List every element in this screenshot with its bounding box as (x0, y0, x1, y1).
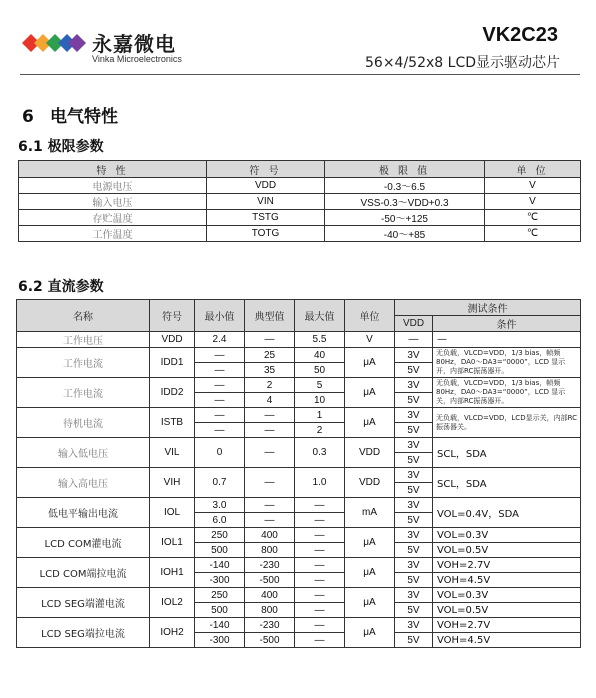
param-max: 50 (295, 363, 345, 378)
param-cond: VOH=4.5V (433, 573, 581, 588)
param-unit: μA (345, 588, 395, 618)
param-vdd: 3V (395, 618, 433, 633)
param-name: 工作电压 (17, 332, 150, 348)
param-min: 250 (195, 588, 245, 603)
col-header-symbol: 符号 (150, 300, 195, 332)
param-symbol: IDD1 (150, 348, 195, 378)
param-max: 5.5 (295, 332, 345, 348)
param-min: -300 (195, 633, 245, 648)
param-max: — (295, 528, 345, 543)
param-cond: — (433, 332, 581, 348)
param-name: 存贮温度 (19, 210, 207, 226)
param-symbol: TOTG (207, 226, 325, 242)
dc-header-row (17, 300, 581, 316)
param-symbol: VIN (207, 194, 325, 210)
col-header-unit: 单位 (345, 300, 395, 332)
param-vdd: 3V (395, 378, 433, 393)
param-symbol: IOH1 (150, 558, 195, 588)
param-max: — (295, 618, 345, 633)
table-row (19, 226, 581, 242)
col-header-unit: 单 位 (485, 161, 581, 178)
param-vdd: 3V (395, 348, 433, 363)
param-typ: 4 (245, 393, 295, 408)
param-max: — (295, 558, 345, 573)
doc-subtitle: 56×4/52x8 LCD显示驱动芯片 (365, 55, 560, 71)
col-header-min: 最小值 (195, 300, 245, 332)
param-symbol: VDD (207, 178, 325, 194)
dc-table (16, 299, 581, 648)
param-vdd: 3V (395, 438, 433, 453)
param-min: 250 (195, 528, 245, 543)
param-name: 工作温度 (19, 226, 207, 242)
param-max: — (295, 588, 345, 603)
param-vdd: — (395, 332, 433, 348)
param-typ: — (245, 438, 295, 468)
param-symbol: VIH (150, 468, 195, 498)
param-cond: VOH=2.7V (433, 558, 581, 573)
col-header-typ: 典型值 (245, 300, 295, 332)
param-min: — (195, 363, 245, 378)
param-name: 待机电流 (17, 408, 150, 438)
col-header-symbol: 符 号 (207, 161, 325, 178)
table-row (17, 332, 581, 348)
param-min: — (195, 378, 245, 393)
param-symbol: VDD (150, 332, 195, 348)
param-typ: — (245, 498, 295, 513)
param-value: -40～+85 (325, 226, 485, 242)
param-unit: ℃ (485, 226, 581, 242)
table-row (19, 178, 581, 194)
param-cond: VOH=4.5V (433, 633, 581, 648)
param-vdd: 3V (395, 468, 433, 483)
param-typ: 35 (245, 363, 295, 378)
param-symbol: TSTG (207, 210, 325, 226)
param-typ: — (245, 468, 295, 498)
param-vdd: 5V (395, 633, 433, 648)
param-max: 5 (295, 378, 345, 393)
col-header-cond: 条件 (433, 316, 581, 332)
param-max: 1.0 (295, 468, 345, 498)
abs-max-title: 6.1 极限参数 (18, 139, 104, 155)
param-max: — (295, 573, 345, 588)
param-min: 500 (195, 543, 245, 558)
param-name: LCD SEG端灌电流 (17, 588, 150, 618)
param-cond: VOL=0.5V (433, 603, 581, 618)
vinka-logo-icon (22, 30, 86, 56)
param-min: 3.0 (195, 498, 245, 513)
param-typ: 400 (245, 528, 295, 543)
param-min: -140 (195, 618, 245, 633)
param-min: -300 (195, 573, 245, 588)
section-title: 电气特性 (50, 107, 118, 127)
param-name: 工作电流 (17, 348, 150, 378)
param-max: — (295, 498, 345, 513)
table-row (17, 438, 581, 453)
param-min: — (195, 393, 245, 408)
param-typ: -500 (245, 633, 295, 648)
table-row (17, 618, 581, 633)
param-symbol: VIL (150, 438, 195, 468)
param-symbol: IDD2 (150, 378, 195, 408)
param-cond: VOL=0.3V (433, 588, 581, 603)
param-vdd: 3V (395, 408, 433, 423)
param-symbol: IOH2 (150, 618, 195, 648)
param-min: — (195, 348, 245, 363)
param-name: 输入高电压 (17, 468, 150, 498)
dc-title: 6.2 直流参数 (18, 279, 104, 295)
param-unit: μA (345, 378, 395, 408)
param-typ: -500 (245, 573, 295, 588)
param-typ: 25 (245, 348, 295, 363)
table-row (17, 558, 581, 573)
param-typ: — (245, 408, 295, 423)
param-vdd: 3V (395, 558, 433, 573)
param-vdd: 3V (395, 498, 433, 513)
param-cond: SCL，SDA (433, 438, 581, 468)
param-min: 0.7 (195, 468, 245, 498)
param-typ: — (245, 423, 295, 438)
param-max: 10 (295, 393, 345, 408)
table-row (17, 378, 581, 393)
param-max: 1 (295, 408, 345, 423)
header-divider (20, 74, 580, 75)
param-max: — (295, 513, 345, 528)
model-number: VK2C23 (482, 24, 558, 46)
param-name: 工作电流 (17, 378, 150, 408)
param-vdd: 5V (395, 483, 433, 498)
param-min: — (195, 408, 245, 423)
param-name: 低电平输出电流 (17, 498, 150, 528)
param-cond: 无负载，VLCD=VDD，1/3 bias，帧频80Hz，DA0～DA3=“0000”，LCD 显示开，内部RC振荡器开。 (433, 348, 581, 378)
col-header-test: 测试条件 (395, 300, 581, 316)
col-header-limit: 极 限 值 (325, 161, 485, 178)
col-header-max: 最大值 (295, 300, 345, 332)
param-vdd: 5V (395, 513, 433, 528)
col-header-name: 名称 (17, 300, 150, 332)
param-vdd: 3V (395, 528, 433, 543)
table-row (17, 348, 581, 363)
param-unit: μA (345, 618, 395, 648)
brand-name-en: Vinka Microelectronics (92, 54, 182, 64)
param-value: -0.3～6.5 (325, 178, 485, 194)
param-min: -140 (195, 558, 245, 573)
param-max: — (295, 543, 345, 558)
table-row (17, 408, 581, 423)
param-cond: VOL=0.5V (433, 543, 581, 558)
param-name: LCD COM灌电流 (17, 528, 150, 558)
table-row (17, 588, 581, 603)
table-row (17, 528, 581, 543)
param-unit: VDD (345, 438, 395, 468)
param-vdd: 5V (395, 363, 433, 378)
table-row (17, 468, 581, 483)
param-symbol: IOL (150, 498, 195, 528)
param-unit: mA (345, 498, 395, 528)
param-unit: V (485, 178, 581, 194)
param-unit: μA (345, 408, 395, 438)
table-row (19, 194, 581, 210)
param-max: 40 (295, 348, 345, 363)
param-min: 6.0 (195, 513, 245, 528)
col-header-vdd: VDD (395, 316, 433, 332)
abs-max-table (18, 160, 581, 242)
param-cond: VOL=0.4V，SDA (433, 498, 581, 528)
param-vdd: 5V (395, 423, 433, 438)
param-name: 输入低电压 (17, 438, 150, 468)
param-name: 输入电压 (19, 194, 207, 210)
param-unit: μA (345, 528, 395, 558)
param-typ: 800 (245, 603, 295, 618)
param-typ: — (245, 332, 295, 348)
param-typ: -230 (245, 558, 295, 573)
col-header-characteristic: 特 性 (19, 161, 207, 178)
table-row (17, 498, 581, 513)
param-vdd: 5V (395, 393, 433, 408)
param-unit: V (345, 332, 395, 348)
param-typ: 2 (245, 378, 295, 393)
param-value: VSS-0.3～VDD+0.3 (325, 194, 485, 210)
param-typ: 800 (245, 543, 295, 558)
param-min: 500 (195, 603, 245, 618)
param-symbol: IOL1 (150, 528, 195, 558)
param-name: LCD SEG端拉电流 (17, 618, 150, 648)
param-cond: 无负载，VLCD=VDD，LCD显示关，内部RC振荡器关。 (433, 408, 581, 438)
section-number: 6 (22, 107, 34, 127)
param-name: 电源电压 (19, 178, 207, 194)
param-typ: 400 (245, 588, 295, 603)
param-symbol: IOL2 (150, 588, 195, 618)
param-min: 2.4 (195, 332, 245, 348)
param-unit: V (485, 194, 581, 210)
param-unit: ℃ (485, 210, 581, 226)
param-unit: μA (345, 348, 395, 378)
param-cond: SCL，SDA (433, 468, 581, 498)
param-vdd: 5V (395, 573, 433, 588)
param-cond: 无负载，VLCD=VDD，1/3 bias，帧频80Hz，DA0～DA3=“0000”，LCD 显示关，内部RC振荡器开。 (433, 378, 581, 408)
param-max: 0.3 (295, 438, 345, 468)
param-typ: — (245, 513, 295, 528)
param-unit: VDD (345, 468, 395, 498)
param-min: 0 (195, 438, 245, 468)
param-min: — (195, 423, 245, 438)
brand-name-cn: 永嘉微电 (92, 32, 176, 56)
page-header (0, 0, 596, 80)
param-cond: VOL=0.3V (433, 528, 581, 543)
abs-max-header-row (19, 161, 581, 178)
section-heading (22, 102, 118, 127)
param-unit: μA (345, 558, 395, 588)
param-cond: VOH=2.7V (433, 618, 581, 633)
param-vdd: 5V (395, 453, 433, 468)
param-max: 2 (295, 423, 345, 438)
param-max: — (295, 603, 345, 618)
param-name: LCD COM端拉电流 (17, 558, 150, 588)
param-vdd: 5V (395, 543, 433, 558)
param-vdd: 3V (395, 588, 433, 603)
param-symbol: ISTB (150, 408, 195, 438)
param-typ: -230 (245, 618, 295, 633)
param-vdd: 5V (395, 603, 433, 618)
param-max: — (295, 633, 345, 648)
param-value: -50～+125 (325, 210, 485, 226)
table-row (19, 210, 581, 226)
